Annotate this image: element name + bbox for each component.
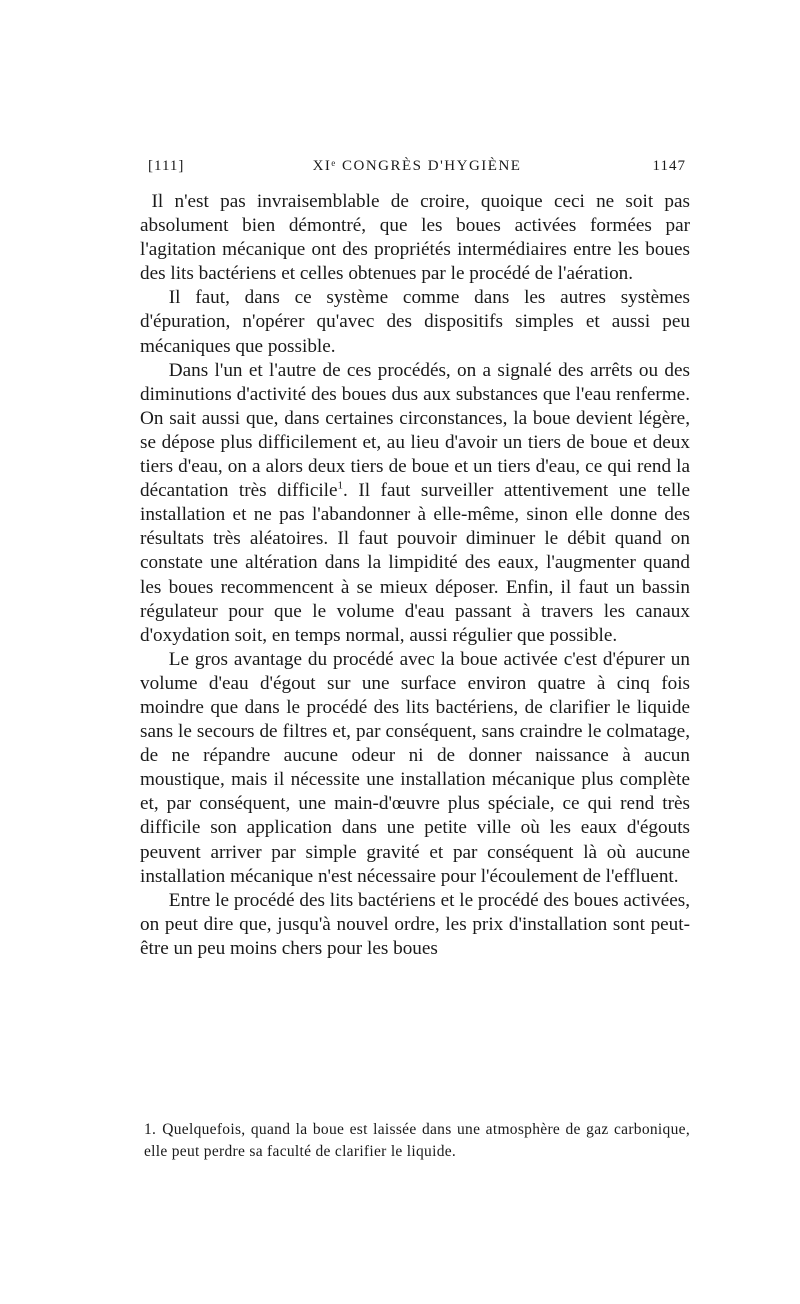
paragraph-text: . Il faut surveiller attentivement une telle installation et ne pas l'abandonner à elle-même, sinon elle donne des résultats très aléatoires. Il faut pouvoir diminuer le débit quand on constate une altération dans la limpidité des eaux, l'augmenter quand les boues recommencent à se mieux déposer. Enfin, il faut un bassin régulateur pour que le volume d'eau passant à travers les canaux d'oxydation soit, en temps normal, aussi régulier que possible. <box>140 480 690 646</box>
paragraph <box>140 359 690 648</box>
footnote-text: Quelquefois, quand la boue est laissée dans une atmosphère de gaz carbonique, elle peut perdre sa faculté de clarifier le liquide. <box>144 1121 690 1160</box>
running-title: XIᵉ CONGRÈS D'HYGIÈNE <box>312 158 522 174</box>
page-number: 1147 <box>652 158 686 174</box>
running-head <box>148 158 686 182</box>
paragraph: Le gros avantage du procédé avec la boue activée c'est d'épurer un volume d'eau d'égout sur une surface environ quatre à cinq fois moindre que dans le procédé des lits bactériens, de clarifier le liquide sans le secours de filtres et, par conséquent, sans craindre le colmatage, de ne répandre aucune odeur ni de donner naissance à aucun moustique, mais il nécessite une installation mécanique plus complète et, par conséquent, une main-d'œuvre plus spéciale, ce qui rend très difficile son application dans une petite ville où les eaux d'égouts peuvent arriver par simple gravité et par conséquent là où aucune installation mécanique n'est nécessaire pour l'écoulement de l'effluent. <box>140 648 690 887</box>
footnote-number: 1. <box>144 1121 157 1138</box>
paragraph: Il faut, dans ce système comme dans les autres systèmes d'épuration, n'opérer qu'avec des dispositifs simples et aussi peu mécaniques que possible. <box>140 287 690 357</box>
paragraph: Il n'est pas invraisemblable de croire, quoique ceci ne soit pas absolument bien démontré, que les boues activées formées par l'agitation mécanique ont des propriétés intermédiaires entre les boues des lits bactériens et celles obtenues par le procédé de l'aération. <box>140 191 690 285</box>
section-marker: [111] <box>148 158 185 174</box>
paragraph: Entre le procédé des lits bactériens et le procédé des boues activées, on peut dire que, jusqu'à nouvel ordre, les prix d'installation sont peut-être un peu moins chers pour les boues <box>140 889 690 959</box>
body-text <box>140 190 690 961</box>
paragraph-text: Dans l'un et l'autre de ces procédés, on a signalé des arrêts ou des diminutions d'activité des boues dus aux substances que l'eau renferme. On sait aussi que, dans certaines circonstances, la boue devient légère, se dépose plus difficilement et, au lieu d'avoir un tiers de boue et deux tiers d'eau, on a alors deux tiers de boue et un tiers d'eau, ce qui rend la décantation très difficile <box>140 359 690 502</box>
footnote <box>144 1119 690 1163</box>
footnote-reference: 1 <box>337 479 344 492</box>
